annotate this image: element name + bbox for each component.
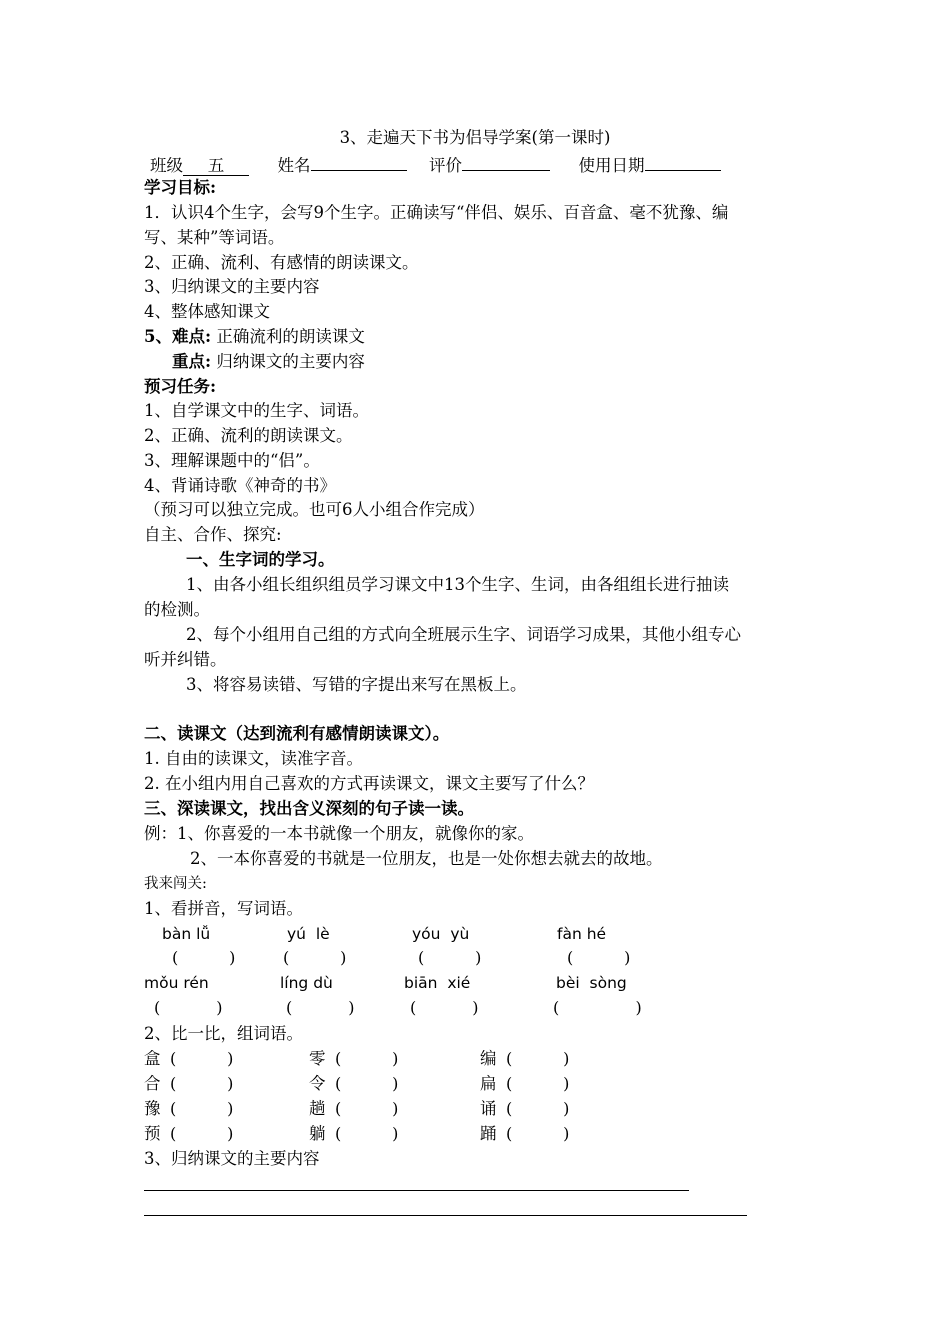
class-label: 班级 <box>150 156 183 175</box>
section-1-p2-line1: 2、每个小组用自己组的方式向全班展示生字、词语学习成果，其他小组专心 <box>186 625 741 644</box>
pinyin-5: mǒu rén <box>144 974 209 992</box>
page-title: 3、走遍天下书为侣导学案(第一课时) <box>339 128 611 147</box>
pinyin-7: biān xié <box>404 974 471 992</box>
answer-blank-1[interactable]: ( ) <box>172 948 236 967</box>
pinyin-6: líng dù <box>280 974 333 992</box>
compare-blank-2-3[interactable]: ( ) <box>506 1074 570 1093</box>
compare-blank-4-3[interactable]: ( ) <box>506 1124 570 1143</box>
preview-heading: 预习任务: <box>144 377 217 396</box>
section-3-example-1: 例：1、你喜爱的一本书就像一个朋友，就像你的家。 <box>144 824 534 843</box>
objectives-heading: 学习目标: <box>144 178 217 197</box>
preview-item-2: 2、正确、流利的朗读课文。 <box>144 426 353 445</box>
answer-blank-8[interactable]: ( ) <box>553 998 642 1017</box>
question-3: 3、归纳课文的主要内容 <box>144 1149 320 1168</box>
compare-blank-2-2[interactable]: ( ) <box>335 1074 399 1093</box>
compare-blank-4-1[interactable]: ( ) <box>170 1124 234 1143</box>
compare-char-1-2: 零 <box>309 1049 326 1068</box>
compare-char-2-2: 令 <box>309 1074 326 1093</box>
answer-line-2[interactable] <box>144 1215 747 1216</box>
section-3-example-2: 2、一本你喜爱的书就是一位朋友，也是一处你想去就去的故地。 <box>190 849 663 868</box>
compare-char-4-1: 预 <box>144 1124 161 1143</box>
section-1-p3: 3、将容易读错、写错的字提出来写在黑板上。 <box>186 675 527 694</box>
answer-blank-6[interactable]: ( ) <box>286 998 355 1017</box>
compare-char-3-3: 诵 <box>480 1099 497 1118</box>
focus-label: 重点: <box>172 352 212 371</box>
compare-char-2-3: 扁 <box>480 1074 497 1093</box>
answer-blank-7[interactable]: ( ) <box>410 998 479 1017</box>
preview-item-4: 4、背诵诗歌《神奇的书》 <box>144 476 336 495</box>
section-1-p2-line2: 听并纠错。 <box>144 650 227 669</box>
compare-blank-1-1[interactable]: ( ) <box>170 1049 234 1068</box>
objective-3: 3、归纳课文的主要内容 <box>144 277 320 296</box>
answer-line-1[interactable] <box>144 1190 689 1191</box>
evaluation-field[interactable] <box>462 152 550 171</box>
compare-blank-3-3[interactable]: ( ) <box>506 1099 570 1118</box>
compare-char-1-1: 盒 <box>144 1049 161 1068</box>
preview-item-3: 3、理解课题中的“侣”。 <box>144 451 320 470</box>
pinyin-4: fàn hé <box>557 925 607 943</box>
compare-blank-1-2[interactable]: ( ) <box>335 1049 399 1068</box>
compare-blank-4-2[interactable]: ( ) <box>335 1124 399 1143</box>
section-2-title: 二、读课文（达到流利有感情朗读课文）。 <box>144 724 450 743</box>
section-1-p1-line2: 的检测。 <box>144 600 210 619</box>
compare-char-3-2: 趟 <box>309 1099 326 1118</box>
question-2: 2、比一比，组词语。 <box>144 1024 303 1043</box>
answer-blank-5[interactable]: ( ) <box>154 998 223 1017</box>
objective-2: 2、正确、流利、有感情的朗读课文。 <box>144 253 419 272</box>
section-2-item-1: 1. 自由的读课文，读准字音。 <box>144 749 363 768</box>
compare-char-2-1: 合 <box>144 1074 161 1093</box>
difficulty-label: 5、难点: <box>144 327 212 346</box>
compare-char-4-3: 踊 <box>480 1124 497 1143</box>
compare-blank-3-2[interactable]: ( ) <box>335 1099 399 1118</box>
section-1-title: 一、生字词的学习。 <box>186 550 335 569</box>
section-2-item-2: 2. 在小组内用自己喜欢的方式再读课文，课文主要写了什么？ <box>144 774 594 793</box>
date-label: 使用日期 <box>578 156 645 175</box>
answer-blank-4[interactable]: ( ) <box>567 948 631 967</box>
header-row <box>150 152 721 177</box>
question-1: 1、看拼音，写词语。 <box>144 899 303 918</box>
name-label: 姓名 <box>277 156 311 175</box>
class-field[interactable]: 五 <box>183 157 249 176</box>
focus-line <box>172 351 365 373</box>
date-field[interactable] <box>645 152 721 171</box>
pinyin-8: bèi sòng <box>556 974 627 992</box>
focus-text: 归纳课文的主要内容 <box>216 352 365 371</box>
compare-blank-1-3[interactable]: ( ) <box>506 1049 570 1068</box>
compare-char-3-1: 豫 <box>144 1099 161 1118</box>
explore-heading: 自主、合作、探究: <box>144 525 282 544</box>
section-3-title: 三、深读课文，找出含义深刻的句子读一读。 <box>144 799 474 818</box>
evaluation-label: 评价 <box>429 156 462 175</box>
section-1-p1-line1: 1、由各小组长组织组员学习课文中13个生字、生词，由各组组长进行抽读 <box>186 575 729 594</box>
pinyin-2: yú lè <box>287 925 330 943</box>
pinyin-3: yóu yù <box>412 925 470 943</box>
answer-blank-3[interactable]: ( ) <box>418 948 482 967</box>
objective-1-line1: 1．认识4个生字，会写9个生字。正确读写“伴侣、娱乐、百音盒、毫不犹豫、编 <box>144 203 729 222</box>
preview-note: （预习可以独立完成。也可6人小组合作完成） <box>144 500 485 519</box>
objective-1-line2: 写、某种”等词语。 <box>144 228 285 247</box>
answer-blank-2[interactable]: ( ) <box>283 948 347 967</box>
compare-blank-2-1[interactable]: ( ) <box>170 1074 234 1093</box>
challenge-heading: 我来闯关: <box>144 876 207 892</box>
difficulty-text: 正确流利的朗读课文 <box>216 327 365 346</box>
compare-blank-3-1[interactable]: ( ) <box>170 1099 234 1118</box>
compare-char-1-3: 编 <box>480 1049 497 1068</box>
pinyin-1: bàn lǚ <box>162 925 211 943</box>
compare-char-4-2: 躺 <box>309 1124 326 1143</box>
objective-5 <box>144 326 365 348</box>
preview-item-1: 1、自学课文中的生字、词语。 <box>144 401 369 420</box>
objective-4: 4、整体感知课文 <box>144 302 270 321</box>
name-field[interactable] <box>311 152 407 171</box>
